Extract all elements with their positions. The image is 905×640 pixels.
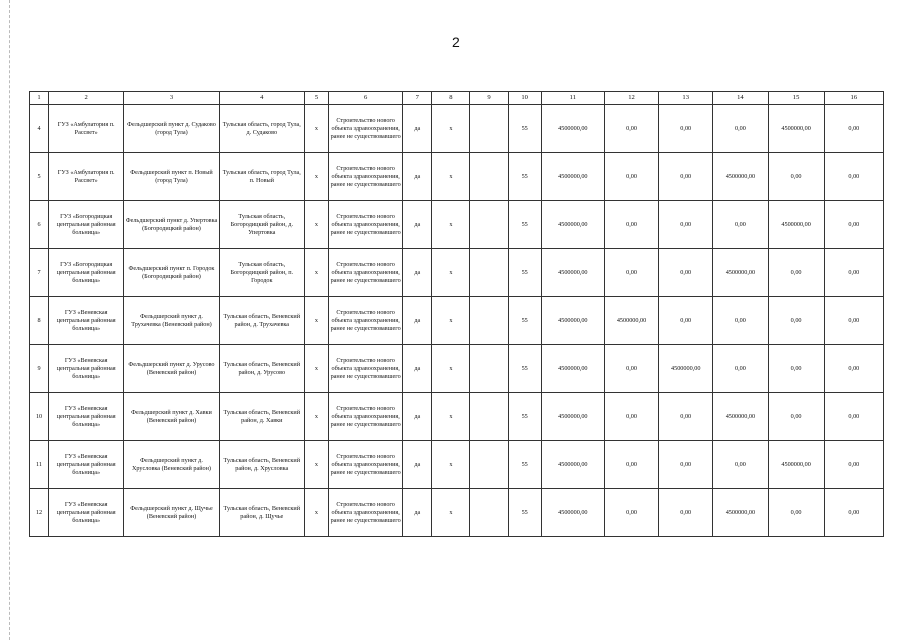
table-cell	[470, 105, 508, 153]
table-cell: х	[432, 393, 470, 441]
table-row	[30, 393, 884, 441]
table-cell: Тульская область, Веневский район, д. Щучье	[219, 489, 304, 537]
table-cell: 0,00	[824, 489, 883, 537]
table-cell: 0,00	[659, 393, 713, 441]
table-cell: 9	[30, 345, 49, 393]
table-cell: 4500000,00	[713, 489, 768, 537]
table-cell	[470, 249, 508, 297]
table-cell: Тульская область, Веневский район, д. Трухачевка	[219, 297, 304, 345]
table-cell: 55	[508, 489, 541, 537]
table-cell: Тульская область, Веневский район, д. Хавки	[219, 393, 304, 441]
table-cell: 0,00	[659, 489, 713, 537]
table-cell: 0,00	[604, 201, 658, 249]
column-number-cell: 13	[659, 92, 713, 105]
table-cell: ГУЗ «Амбулатория п. Рассвет»	[49, 153, 124, 201]
table-cell: х	[432, 489, 470, 537]
table-cell: 55	[508, 105, 541, 153]
table-cell: 4500000,00	[713, 249, 768, 297]
table-row	[30, 153, 884, 201]
column-number-cell: 14	[713, 92, 768, 105]
table-cell: 4500000,00	[713, 153, 768, 201]
column-number-cell: 9	[470, 92, 508, 105]
column-number-cell: 10	[508, 92, 541, 105]
table-cell: да	[403, 297, 432, 345]
column-number-cell: 1	[30, 92, 49, 105]
table-cell	[470, 489, 508, 537]
table-cell: 12	[30, 489, 49, 537]
table-cell: х	[304, 201, 328, 249]
table-cell: 0,00	[713, 201, 768, 249]
column-number-cell: 8	[432, 92, 470, 105]
page-number: 2	[452, 34, 460, 50]
table-cell: 0,00	[659, 201, 713, 249]
table-cell: 0,00	[713, 297, 768, 345]
table-cell: 4500000,00	[541, 153, 604, 201]
table-cell: 4500000,00	[768, 201, 824, 249]
table-cell: Строительство нового объекта здравоохранения, ранее не существовавшего	[329, 153, 403, 201]
table-row	[30, 489, 884, 537]
table-cell: Фельдшерский пункт д. Хавки (Веневский район)	[124, 393, 219, 441]
table-cell: 0,00	[659, 249, 713, 297]
table-cell: ГУЗ «Веневская центральная районная больница»	[49, 345, 124, 393]
table-cell: ГУЗ «Амбулатория п. Рассвет»	[49, 105, 124, 153]
table-cell: 0,00	[768, 153, 824, 201]
table-header-row	[30, 92, 884, 105]
table-cell: 4500000,00	[659, 345, 713, 393]
table-row	[30, 441, 884, 489]
table-row	[30, 297, 884, 345]
table-cell: х	[304, 153, 328, 201]
table-cell: 55	[508, 393, 541, 441]
table-cell: Тульская область, Веневский район, д. Хрусловка	[219, 441, 304, 489]
table-cell: ГУЗ «Богородицкая центральная районная больница»	[49, 201, 124, 249]
table-cell: 0,00	[604, 441, 658, 489]
table-cell: 5	[30, 153, 49, 201]
table-cell: 4500000,00	[541, 393, 604, 441]
column-number-cell: 6	[329, 92, 403, 105]
page-edge-rule	[9, 0, 11, 640]
table-cell: 4500000,00	[541, 201, 604, 249]
table-cell: 0,00	[659, 153, 713, 201]
table-cell: х	[304, 441, 328, 489]
table-cell: х	[432, 345, 470, 393]
table-cell: 0,00	[768, 345, 824, 393]
table-cell: х	[432, 153, 470, 201]
table-cell: 7	[30, 249, 49, 297]
table-cell: 4	[30, 105, 49, 153]
table-cell: Фельдшерский пункт д. Хрусловка (Веневский район)	[124, 441, 219, 489]
table-cell: х	[304, 249, 328, 297]
table-cell: Строительство нового объекта здравоохранения, ранее не существовавшего	[329, 297, 403, 345]
table-cell: 10	[30, 393, 49, 441]
table-cell: Фельдшерский пункт д. Трухачевка (Веневский район)	[124, 297, 219, 345]
table-cell: да	[403, 489, 432, 537]
table-cell: ГУЗ «Богородицкая центральная районная больница»	[49, 249, 124, 297]
table-cell: да	[403, 345, 432, 393]
table-cell: 55	[508, 297, 541, 345]
table-cell: Строительство нового объекта здравоохранения, ранее не существовавшего	[329, 201, 403, 249]
table-cell: да	[403, 393, 432, 441]
table-cell: 4500000,00	[768, 105, 824, 153]
table-cell: х	[432, 297, 470, 345]
table-cell: х	[304, 489, 328, 537]
table-cell	[470, 153, 508, 201]
table-cell: 55	[508, 249, 541, 297]
column-number-cell: 2	[49, 92, 124, 105]
column-number-cell: 3	[124, 92, 219, 105]
table-cell: х	[304, 345, 328, 393]
table-row	[30, 249, 884, 297]
table-cell: 0,00	[824, 153, 883, 201]
table-cell: 8	[30, 297, 49, 345]
table-cell: 11	[30, 441, 49, 489]
table-cell: Тульская область, Богородицкий район, п. Городок	[219, 249, 304, 297]
table-cell: ГУЗ «Веневская центральная районная больница»	[49, 393, 124, 441]
table-cell: 4500000,00	[713, 393, 768, 441]
table-cell: х	[304, 297, 328, 345]
table-cell: 4500000,00	[604, 297, 658, 345]
table-cell: х	[432, 201, 470, 249]
table-cell: 0,00	[824, 105, 883, 153]
table-cell: Тульская область, город Тула, д. Судаково	[219, 105, 304, 153]
table-cell: Фельдшерский пункт д. Судаково (город Тула)	[124, 105, 219, 153]
table-cell: х	[432, 105, 470, 153]
table-cell: Фельдшерский пункт д. Урусово (Веневский район)	[124, 345, 219, 393]
table-cell: да	[403, 441, 432, 489]
table-row	[30, 201, 884, 249]
table-cell: 55	[508, 153, 541, 201]
table-cell: 0,00	[713, 345, 768, 393]
table-cell: Строительство нового объекта здравоохранения, ранее не существовавшего	[329, 345, 403, 393]
table-cell: 0,00	[604, 153, 658, 201]
table-cell: Строительство нового объекта здравоохранения, ранее не существовавшего	[329, 105, 403, 153]
table-cell: 4500000,00	[541, 297, 604, 345]
table-cell: 6	[30, 201, 49, 249]
table-cell: 4500000,00	[541, 249, 604, 297]
table-cell: 55	[508, 441, 541, 489]
table-cell: Строительство нового объекта здравоохранения, ранее не существовавшего	[329, 441, 403, 489]
table-cell: 0,00	[604, 105, 658, 153]
table-cell: 0,00	[659, 297, 713, 345]
table-cell	[470, 201, 508, 249]
table-cell: ГУЗ «Веневская центральная районная больница»	[49, 297, 124, 345]
table-cell: Тульская область, город Тула, п. Новый	[219, 153, 304, 201]
table-cell: 0,00	[768, 297, 824, 345]
column-number-cell: 16	[824, 92, 883, 105]
table-cell: да	[403, 249, 432, 297]
table-cell: 0,00	[768, 489, 824, 537]
table-cell: Фельдшерский пункт д. Щучье (Веневский район)	[124, 489, 219, 537]
table-cell: 0,00	[824, 441, 883, 489]
table-cell: ГУЗ «Веневская центральная районная больница»	[49, 441, 124, 489]
table-cell	[470, 345, 508, 393]
table-cell: Строительство нового объекта здравоохранения, ранее не существовавшего	[329, 249, 403, 297]
column-number-cell: 4	[219, 92, 304, 105]
table-cell: х	[432, 441, 470, 489]
table-cell: 55	[508, 345, 541, 393]
table-cell: 4500000,00	[541, 345, 604, 393]
table-cell: х	[432, 249, 470, 297]
table-cell	[470, 441, 508, 489]
table-cell: да	[403, 201, 432, 249]
table-cell: 0,00	[713, 441, 768, 489]
table-cell: 0,00	[604, 249, 658, 297]
column-number-cell: 7	[403, 92, 432, 105]
table-cell: Тульская область, Веневский район, д. Урусово	[219, 345, 304, 393]
table-cell	[470, 297, 508, 345]
table-cell: 0,00	[659, 105, 713, 153]
table-cell: 0,00	[824, 393, 883, 441]
table-cell: ГУЗ «Веневская центральная районная больница»	[49, 489, 124, 537]
column-number-cell: 15	[768, 92, 824, 105]
table-cell: х	[304, 393, 328, 441]
table-cell: 4500000,00	[541, 489, 604, 537]
table-cell: Фельдшерский пункт п. Городок (Богородицкий район)	[124, 249, 219, 297]
table-cell: 0,00	[768, 249, 824, 297]
table-cell: Строительство нового объекта здравоохранения, ранее не существовавшего	[329, 393, 403, 441]
table-cell: Фельдшерский пункт д. Упертовка (Богородицкий район)	[124, 201, 219, 249]
column-number-cell: 5	[304, 92, 328, 105]
table-cell: 0,00	[604, 345, 658, 393]
table-cell: 4500000,00	[768, 441, 824, 489]
table-cell: 0,00	[604, 489, 658, 537]
data-table	[29, 91, 884, 537]
table-cell: Фельдшерский пункт п. Новый (город Тула)	[124, 153, 219, 201]
table-cell: да	[403, 105, 432, 153]
table-cell: 0,00	[604, 393, 658, 441]
table-cell: 0,00	[659, 441, 713, 489]
table-cell: 4500000,00	[541, 441, 604, 489]
table-cell: х	[304, 105, 328, 153]
table-cell: 0,00	[824, 345, 883, 393]
table-cell	[470, 393, 508, 441]
table-cell: 4500000,00	[541, 105, 604, 153]
table-cell: 0,00	[824, 297, 883, 345]
table-row	[30, 105, 884, 153]
table-cell: Строительство нового объекта здравоохранения, ранее не существовавшего	[329, 489, 403, 537]
table-cell: 0,00	[824, 249, 883, 297]
table-cell: да	[403, 153, 432, 201]
table-cell: 0,00	[824, 201, 883, 249]
table-row	[30, 345, 884, 393]
column-number-cell: 12	[604, 92, 658, 105]
column-number-cell: 11	[541, 92, 604, 105]
table-cell: 55	[508, 201, 541, 249]
table-cell: Тульская область, Богородицкий район, д. Упертовка	[219, 201, 304, 249]
table-cell: 0,00	[713, 105, 768, 153]
table-cell: 0,00	[768, 393, 824, 441]
